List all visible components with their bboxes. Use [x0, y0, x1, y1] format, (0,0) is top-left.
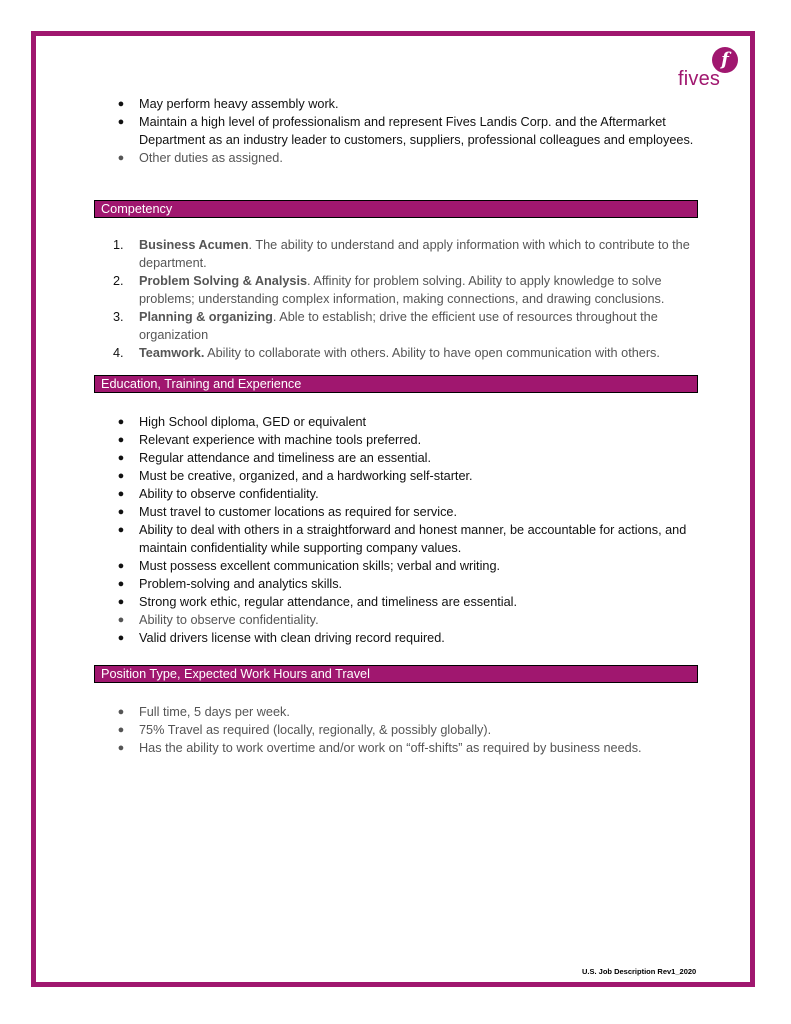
list-item: ● Strong work ethic, regular attendance, and timeliness are essential.: [117, 595, 518, 609]
list-item: ● Problem-solving and analytics skills.: [117, 577, 343, 591]
list-item: 3. Planning & organizing. Able to establish; drive the efficient use of resources throughout the organization: [113, 310, 658, 342]
list-item: ● Must possess excellent communication skills; verbal and writing.: [117, 559, 501, 573]
list-item: 1. Business Acumen. The ability to understand and apply information with which to contribute to the department.: [113, 238, 690, 270]
list-item: ● Ability to observe confidentiality.: [117, 613, 319, 627]
education-list: [0, 413, 791, 647]
competency-list: [0, 236, 791, 362]
list-item: ● Regular attendance and timeliness are an essential.: [117, 451, 431, 465]
section-heading-position: Position Type, Expected Work Hours and Travel: [94, 665, 698, 683]
logo-text: fives: [678, 68, 721, 90]
list-item: ● Other duties as assigned.: [117, 151, 283, 165]
list-item: ● Must be creative, organized, and a hardworking self-starter.: [117, 469, 473, 483]
list-item: ● 75% Travel as required (locally, regionally, & possibly globally).: [117, 723, 492, 737]
list-item: ● Ability to observe confidentiality.: [117, 487, 319, 501]
list-item: ● Full time, 5 days per week.: [117, 705, 290, 719]
logo-mark-icon: f: [712, 47, 738, 73]
document-footer: U.S. Job Description Rev1_2020: [582, 967, 697, 976]
fives-logo: [672, 44, 742, 94]
list-item: ● Relevant experience with machine tools preferred.: [117, 433, 422, 447]
section-heading-competency: Competency: [94, 200, 698, 218]
list-item: 4. Teamwork. Ability to collaborate with others. Ability to have open communication with others.: [113, 346, 660, 360]
position-list: [0, 703, 791, 757]
list-item: ● Ability to deal with others in a straightforward and honest manner, be accountable for actions, and maintain confidentiality while supporting company values.: [117, 523, 687, 555]
list-item: ● Must travel to customer locations as required for service.: [117, 505, 458, 519]
list-item: ● Valid drivers license with clean driving record required.: [117, 631, 445, 645]
list-item: ● Maintain a high level of professionalism and represent Fives Landis Corp. and the Aftermarket Department as an industry leader to customers, suppliers, professional colleagues and employees.: [117, 115, 694, 147]
section-heading-education: Education, Training and Experience: [94, 375, 698, 393]
list-item: ● May perform heavy assembly work.: [117, 97, 339, 111]
list-item: ● Has the ability to work overtime and/or work on “off-shifts” as required by business needs.: [117, 741, 642, 755]
list-item: 2. Problem Solving & Analysis. Affinity for problem solving. Ability to apply knowledge to solve problems; understanding complex information, making connections, and drawing conclusions.: [113, 274, 665, 306]
duties-list: [0, 95, 791, 167]
list-item: ● High School diploma, GED or equivalent: [117, 415, 367, 429]
